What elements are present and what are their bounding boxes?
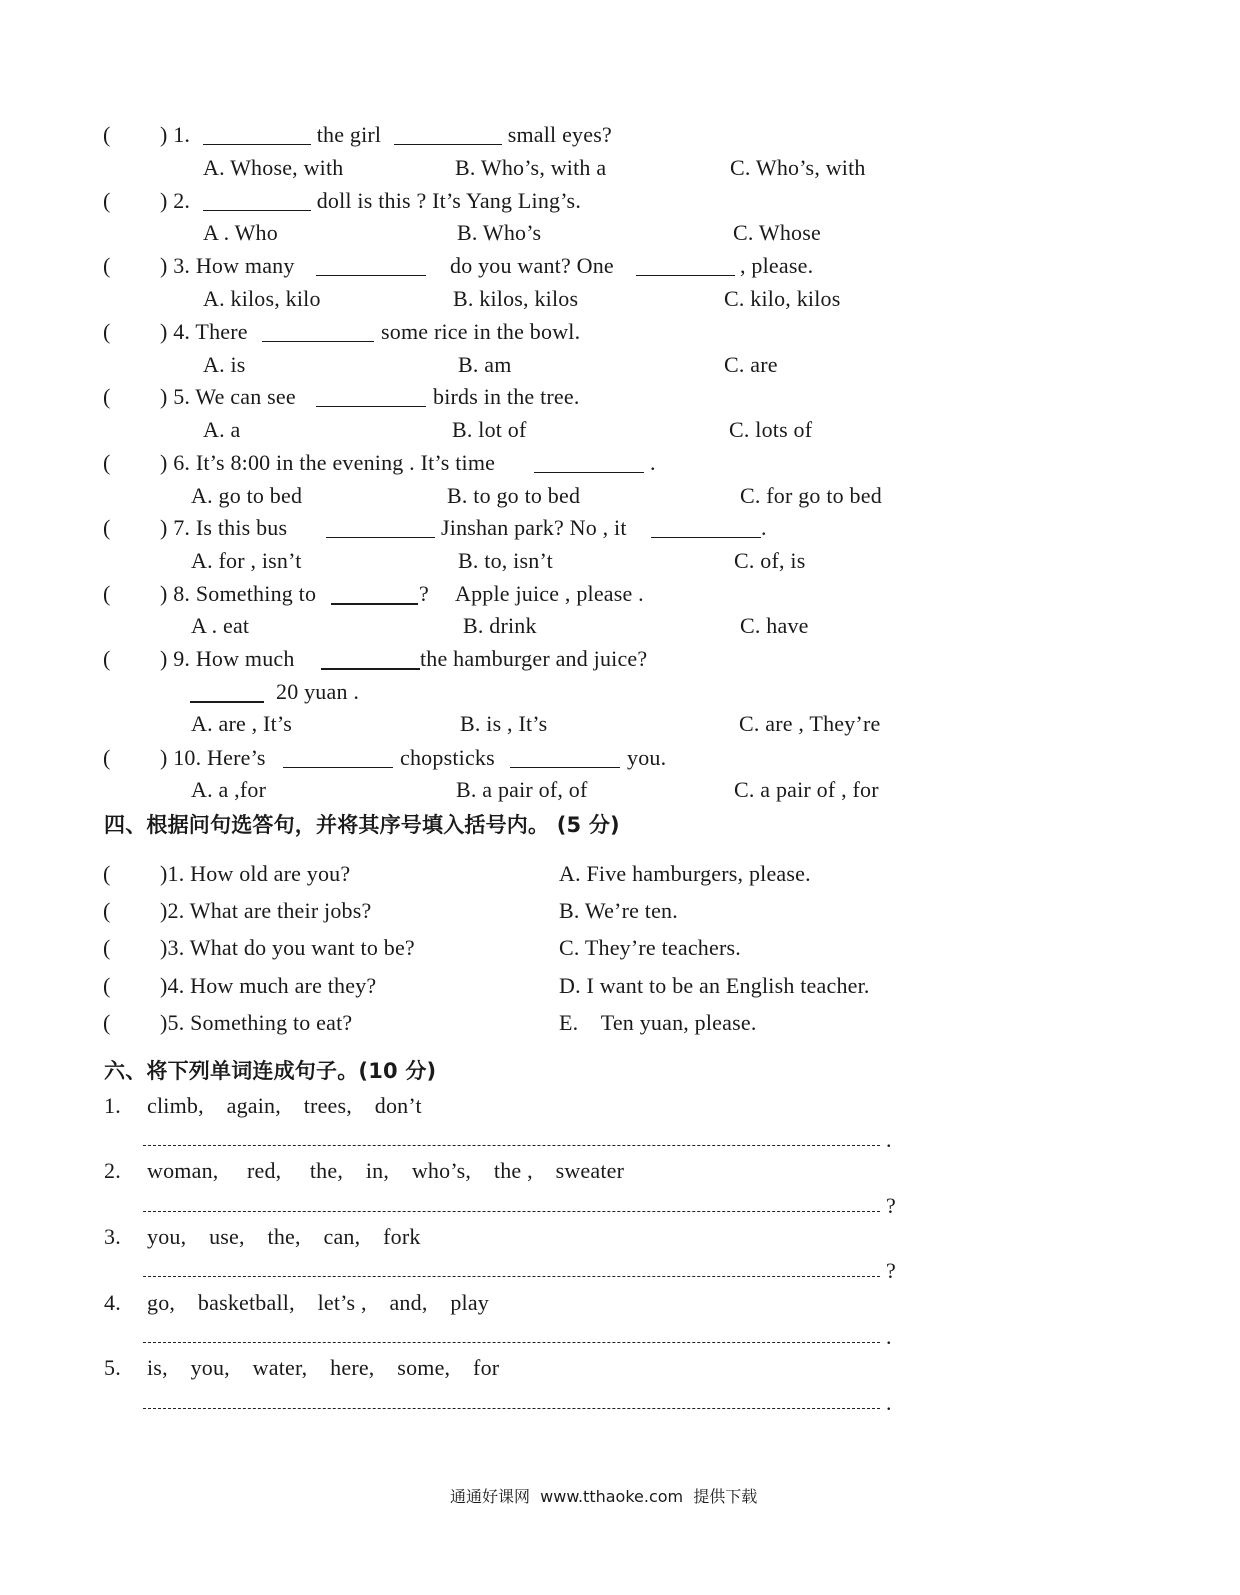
s6-end-punct: . (886, 1390, 892, 1415)
q6-option-b[interactable]: B. to go to bed (447, 483, 581, 508)
q10-option-c[interactable]: C. a pair of , for (734, 777, 879, 802)
q9-option-b[interactable]: B. is , It’s (460, 711, 548, 736)
q8-option-c[interactable]: C. have (740, 613, 809, 638)
answer-paren[interactable]: ( (103, 935, 111, 960)
q10-blank-1[interactable] (283, 767, 393, 768)
q2-option-c[interactable]: C. Whose (733, 220, 821, 245)
s6-item-number: 5. (104, 1355, 121, 1380)
q8-option-a[interactable]: A . eat (191, 613, 250, 638)
q6-option-a[interactable]: A. go to bed (191, 483, 303, 508)
q8-option-b[interactable]: B. drink (463, 613, 537, 638)
q3-option-c[interactable]: C. kilo, kilos (724, 286, 841, 311)
answer-paren[interactable]: ( (103, 861, 111, 886)
q9-number: ) 9. How much (160, 646, 295, 671)
answer-paren[interactable]: ( (103, 188, 111, 213)
s4-answer: B. We’re ten. (559, 898, 678, 923)
q7-blank-1[interactable] (326, 537, 435, 538)
s6-item-words: go, basketball, let’s , and, play (147, 1290, 489, 1315)
q3-blank-1[interactable] (316, 275, 426, 276)
q7-text-a: Jinshan park? No , it (441, 515, 627, 540)
q7-text-b: . (761, 515, 767, 540)
s4-question: )3. What do you want to be? (160, 935, 415, 960)
s6-end-punct: ? (886, 1258, 896, 1283)
q7-number: ) 7. Is this bus (160, 515, 288, 540)
answer-paren[interactable]: ( (103, 450, 111, 475)
q1-number: ) 1. (160, 122, 191, 147)
q10-blank-2[interactable] (510, 767, 620, 768)
q9-text-b: 20 yuan . (276, 679, 360, 704)
q4-blank-1[interactable] (262, 341, 374, 342)
s4-question: )5. Something to eat? (160, 1010, 353, 1035)
q5-option-c[interactable]: C. lots of (729, 417, 813, 442)
q5-option-b[interactable]: B. lot of (452, 417, 527, 442)
q6-blank-1[interactable] (534, 472, 644, 473)
answer-paren[interactable]: ( (103, 581, 111, 606)
q3-option-a[interactable]: A. kilos, kilo (203, 286, 321, 311)
q2-option-a[interactable]: A . Who (203, 220, 278, 245)
q4-option-c[interactable]: C. are (724, 352, 778, 377)
s4-answer: C. They’re teachers. (559, 935, 741, 960)
q1-text-b: small eyes? (502, 122, 612, 147)
s6-item-number: 1. (104, 1093, 121, 1118)
answer-paren[interactable]: ( (103, 319, 111, 344)
q9-blank-2[interactable] (190, 701, 264, 703)
answer-paren[interactable]: ( (103, 973, 111, 998)
q3-blank-2[interactable] (636, 275, 735, 276)
answer-paren[interactable]: ( (103, 1010, 111, 1035)
s6-end-punct: . (886, 1127, 892, 1152)
q5-option-a[interactable]: A. a (203, 417, 241, 442)
answer-paren[interactable]: ( (103, 898, 111, 923)
q4-number: ) 4. There (160, 319, 248, 344)
s6-end-punct: ? (886, 1193, 896, 1218)
q3-option-b[interactable]: B. kilos, kilos (453, 286, 579, 311)
q9-text-a: the hamburger and juice? (420, 646, 648, 671)
q6-number: ) 6. It’s 8:00 in the evening . It’s time (160, 450, 496, 475)
q10-text-a: chopsticks (400, 745, 495, 770)
s6-item-words: woman, red, the, in, who’s, the , sweater (147, 1158, 625, 1183)
s6-answer-line[interactable] (143, 1276, 880, 1277)
s4-answer: A. Five hamburgers, please. (559, 861, 811, 886)
s6-item-words: is, you, water, here, some, for (147, 1355, 500, 1380)
q2-option-b[interactable]: B. Who’s (457, 220, 542, 245)
q2-blank-1[interactable] (203, 210, 311, 211)
s6-answer-line[interactable] (143, 1408, 880, 1409)
q8-text-a: ? (419, 581, 429, 606)
q2-number: ) 2. (160, 188, 191, 213)
answer-paren[interactable]: ( (103, 253, 111, 278)
q1-option-a[interactable]: A. Whose, with (203, 155, 344, 180)
s6-answer-line[interactable] (143, 1145, 880, 1146)
s6-item-number: 2. (104, 1158, 121, 1183)
q5-number: ) 5. We can see (160, 384, 296, 409)
s4-answer: D. I want to be an English teacher. (559, 973, 870, 998)
q3-text-b: , please. (740, 253, 814, 278)
q6-option-c[interactable]: C. for go to bed (740, 483, 882, 508)
s6-end-punct: . (886, 1324, 892, 1349)
q4-option-a[interactable]: A. is (203, 352, 246, 377)
answer-paren[interactable]: ( (103, 745, 111, 770)
s4-question: )2. What are their jobs? (160, 898, 372, 923)
q9-blank-1[interactable] (321, 668, 420, 670)
q8-blank-1[interactable] (331, 603, 418, 605)
section-6-title: 六、将下列单词连成句子。(10 分) (104, 1059, 437, 1083)
q3-number: ) 3. How many (160, 253, 295, 278)
q7-option-a[interactable]: A. for , isn’t (191, 548, 302, 573)
q10-option-b[interactable]: B. a pair of, of (456, 777, 588, 802)
s6-item-number: 4. (104, 1290, 121, 1315)
q3-text-a: do you want? One (450, 253, 614, 278)
s4-answer: E. Ten yuan, please. (559, 1010, 757, 1035)
q7-option-b[interactable]: B. to, isn’t (458, 548, 553, 573)
q5-blank-1[interactable] (316, 406, 426, 407)
q7-option-c[interactable]: C. of, is (734, 548, 806, 573)
answer-paren[interactable]: ( (103, 122, 111, 147)
q5-text-a: birds in the tree. (433, 384, 580, 409)
q10-text-b: you. (627, 745, 667, 770)
q4-option-b[interactable]: B. am (458, 352, 512, 377)
q1-text-a: the girl (311, 122, 387, 147)
q2-text-a: doll is this ? It’s Yang Ling’s. (311, 188, 582, 213)
s4-question: )4. How much are they? (160, 973, 377, 998)
answer-paren[interactable]: ( (103, 646, 111, 671)
q6-text-a: . (650, 450, 656, 475)
page-footer: 通通好课网 www.tthaoke.com 提供下载 (450, 1487, 758, 1506)
q9-option-c[interactable]: C. are , They’re (739, 711, 881, 736)
q1-blank-2[interactable] (394, 144, 502, 145)
q8-number: ) 8. Something to (160, 581, 317, 606)
q10-number: ) 10. Here’s (160, 745, 266, 770)
s6-item-number: 3. (104, 1224, 121, 1249)
s6-answer-line[interactable] (143, 1211, 880, 1212)
q1-blank-1[interactable] (203, 144, 311, 145)
s6-item-words: you, use, the, can, fork (147, 1224, 421, 1249)
q10-option-a[interactable]: A. a ,for (191, 777, 267, 802)
q1-option-c[interactable]: C. Who’s, with (730, 155, 866, 180)
answer-paren[interactable]: ( (103, 515, 111, 540)
s6-item-words: climb, again, trees, don’t (147, 1093, 422, 1118)
q8-text-b: Apple juice , please . (455, 581, 644, 606)
q1-option-b[interactable]: B. Who’s, with a (455, 155, 607, 180)
q9-option-a[interactable]: A. are , It’s (191, 711, 292, 736)
s6-answer-line[interactable] (143, 1342, 880, 1343)
answer-paren[interactable]: ( (103, 384, 111, 409)
section-4-title: 四、根据问句选答句，并将其序号填入括号内。 (5 分) (104, 813, 620, 837)
q7-blank-2[interactable] (651, 537, 761, 538)
s4-question: )1. How old are you? (160, 861, 351, 886)
q4-text-a: some rice in the bowl. (381, 319, 581, 344)
